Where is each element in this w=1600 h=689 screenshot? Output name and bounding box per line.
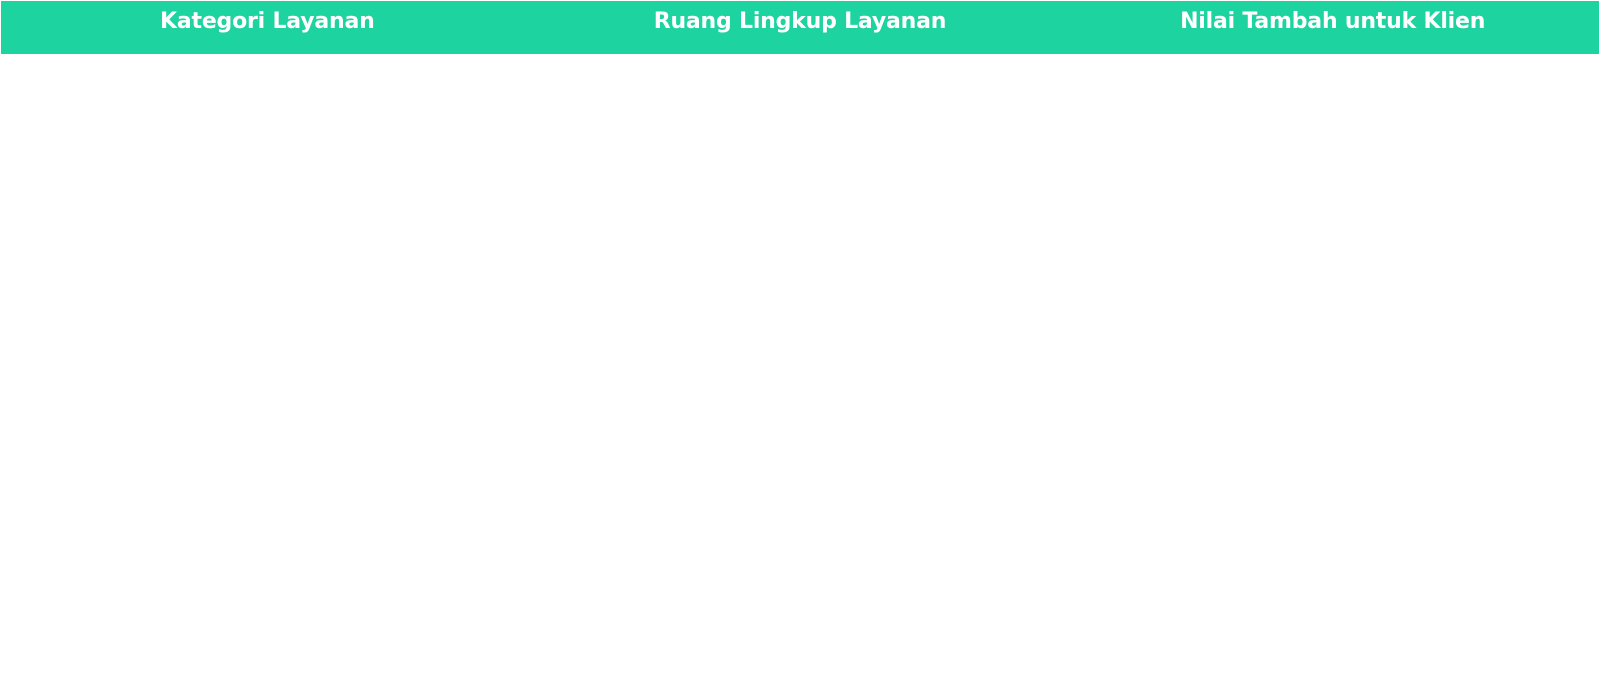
column-header-service-category: Kategori Layanan [160, 9, 375, 34]
table-body [1, 54, 1599, 688]
table-header-row [1, 1, 1599, 54]
column-header-client-value-add: Nilai Tambah untuk Klien [1180, 9, 1486, 34]
column-header-service-scope: Ruang Lingkup Layanan [653, 9, 947, 34]
services-table [1, 1, 1599, 688]
